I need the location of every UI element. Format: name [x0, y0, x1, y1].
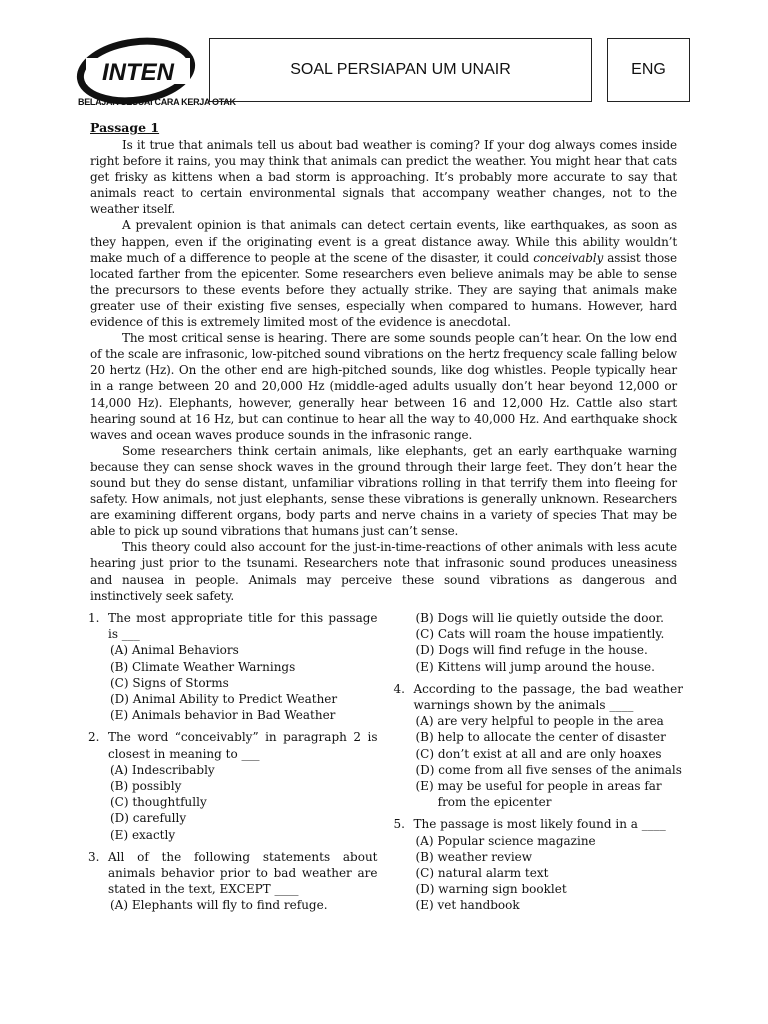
answer-option[interactable]: (D) come from all five senses of the animals: [415, 762, 682, 777]
answer-option[interactable]: (D) warning sign booklet: [415, 882, 567, 897]
document-title: SOAL PERSIAPAN UM UNAIR: [209, 38, 592, 102]
answer-option[interactable]: (A) Indescribably: [110, 762, 215, 777]
subject-code: ENG: [607, 38, 690, 102]
question-3: [88, 849, 378, 914]
page-header: [0, 0, 768, 120]
answer-option[interactable]: (E) vet handbook: [415, 898, 520, 913]
passage-title: Passage 1: [90, 120, 160, 135]
answer-option[interactable]: (B) Climate Weather Warnings: [110, 659, 296, 674]
question-stem: The passage is most likely found in a ____: [413, 817, 666, 832]
answer-option[interactable]: (A) Elephants will fly to find refuge.: [110, 898, 328, 913]
answer-option[interactable]: (A) Popular science magazine: [415, 833, 596, 848]
logo-wordmark: INTEN: [102, 59, 174, 86]
paragraph-2-part-1: A prevalent opinion is that animals can detect certain events, like earthquakes, as soon as they happen, even if the originating event is a great distance away. While this ability wouldn’t make much of a difference to people at the scene of the disaster, it could: [90, 218, 677, 265]
answer-option[interactable]: (A) Animal Behaviors: [110, 643, 239, 658]
answer-option[interactable]: (B) help to allocate the center of disaster: [415, 730, 666, 745]
answer-option[interactable]: (C) thoughtfully: [110, 795, 207, 810]
question-1: [88, 610, 378, 723]
answer-option[interactable]: (A) are very helpful to people in the area: [415, 714, 664, 729]
answer-option[interactable]: (B) Dogs will lie quietly outside the door.: [415, 611, 664, 625]
question-stem: All of the following statements about animals behavior prior to bad weather are stated in the text, EXCEPT ____: [108, 849, 378, 897]
question-stem: The most appropriate title for this passage is ___: [108, 611, 378, 642]
question-stem: According to the passage, the bad weather warnings shown by the animals ____: [413, 681, 683, 713]
answer-option[interactable]: [394, 778, 684, 810]
inten-logo: [76, 36, 201, 106]
answer-option[interactable]: (C) Signs of Storms: [110, 675, 229, 690]
logo-tagline: BELAJAR SESUAI CARA KERJA OTAK: [78, 97, 236, 107]
paragraph-2: [90, 217, 677, 330]
answer-option[interactable]: (D) Animal Ability to Predict Weather: [110, 692, 338, 707]
question-stem: The word “conceivably” in paragraph 2 is closest in meaning to ___: [108, 730, 378, 761]
answer-option[interactable]: (C) natural alarm text: [415, 866, 549, 881]
question-number: 2.: [88, 730, 100, 745]
answer-option[interactable]: (E) exactly: [110, 827, 176, 842]
paragraph-5: This theory could also account for the just-in-time-reactions of other animals with less acute hearing just prior to the tsunami. Researchers note that infrasonic sound produces uneasiness and nausea in people. Animals may perceive these sound vibrations as dangerous and instinctively seek safety.: [90, 540, 677, 603]
paragraph-1: Is it true that animals tell us about bad weather is coming? If your dog always comes inside right before it rains, you may think that animals can predict the weather. You might hear that cats get frisky as kittens when a bad storm is approaching. It’s probably more accurate to say that animals react to certain environmental signals that accompany weather changes, not to the weather itself.: [90, 138, 677, 217]
answer-option[interactable]: (D) Dogs will find refuge in the house.: [415, 643, 648, 658]
option-label: (E): [415, 779, 434, 794]
reading-passage: [90, 120, 677, 604]
paragraph-4: Some researchers think certain animals, like elephants, get an early earthquake warning because they can sense shock waves in the ground through their large feet. They don’t hear the sound but they do sense distant, unfamiliar vibrations rolling in that terrify them into fleeing for safety. How animals, not just elephants, sense these vibrations is generally unknown. Researchers are examining different organs, body parts and nerve chains in a variety of species That may be able to pick up sound vibrations that humans just can’t sense.: [90, 443, 677, 539]
answer-option[interactable]: (B) possibly: [110, 779, 182, 794]
option-text: may be useful for people in areas far from the epicenter: [437, 779, 662, 810]
question-5: [394, 816, 684, 913]
answer-option[interactable]: (B) weather review: [415, 849, 533, 864]
questions-left-column: [88, 610, 378, 920]
question-4: [394, 681, 684, 811]
question-number: 5.: [393, 817, 405, 832]
answer-option[interactable]: (D) carefully: [110, 811, 187, 826]
paragraph-2-part-2: assist those located farther from the epicenter. Some researchers even believe animals may be able to sense the precursors to these events before they actually strike. They are saying that animals make greater use of their existing five senses, especially when compared to humans. However, hard evidence of this is extremely limited most of the evidence is anecdotal.: [90, 250, 677, 330]
questions-right-column: [394, 610, 684, 920]
paragraph-3: The most critical sense is hearing. There are some sounds people can’t hear. On the low end of the scale are infrasonic, low-pitched sound vibrations on the hertz frequency scale falling below 20 hertz (Hz). On the other end are high-pitched sounds, like dog whistles. People typically hear in a range between 20 and 20,000 Hz (middle-aged adults usually don’t hear beyond 12,000 or 14,000 Hz). Elephants, however, generally hear between 16 and 12,000 Hz. Cattle also start hearing sound at 16 Hz, but can continue to hear all the way to 40,000 Hz. And earthquake shock waves and ocean waves produce sounds in the infrasonic range.: [90, 331, 677, 442]
answer-option[interactable]: (C) don’t exist at all and are only hoaxes: [415, 746, 662, 761]
questions-section: [88, 610, 683, 920]
question-2: [88, 729, 378, 842]
question-3-continued: [394, 610, 684, 675]
question-number: 4.: [393, 681, 405, 696]
answer-option[interactable]: (E) Kittens will jump around the house.: [415, 659, 655, 674]
question-number: 1.: [88, 611, 100, 625]
highlighted-word: conceivably: [533, 250, 604, 265]
answer-option[interactable]: (E) Animals behavior in Bad Weather: [110, 708, 336, 723]
answer-option[interactable]: (C) Cats will roam the house impatiently.: [415, 627, 665, 642]
question-number: 3.: [88, 849, 100, 864]
